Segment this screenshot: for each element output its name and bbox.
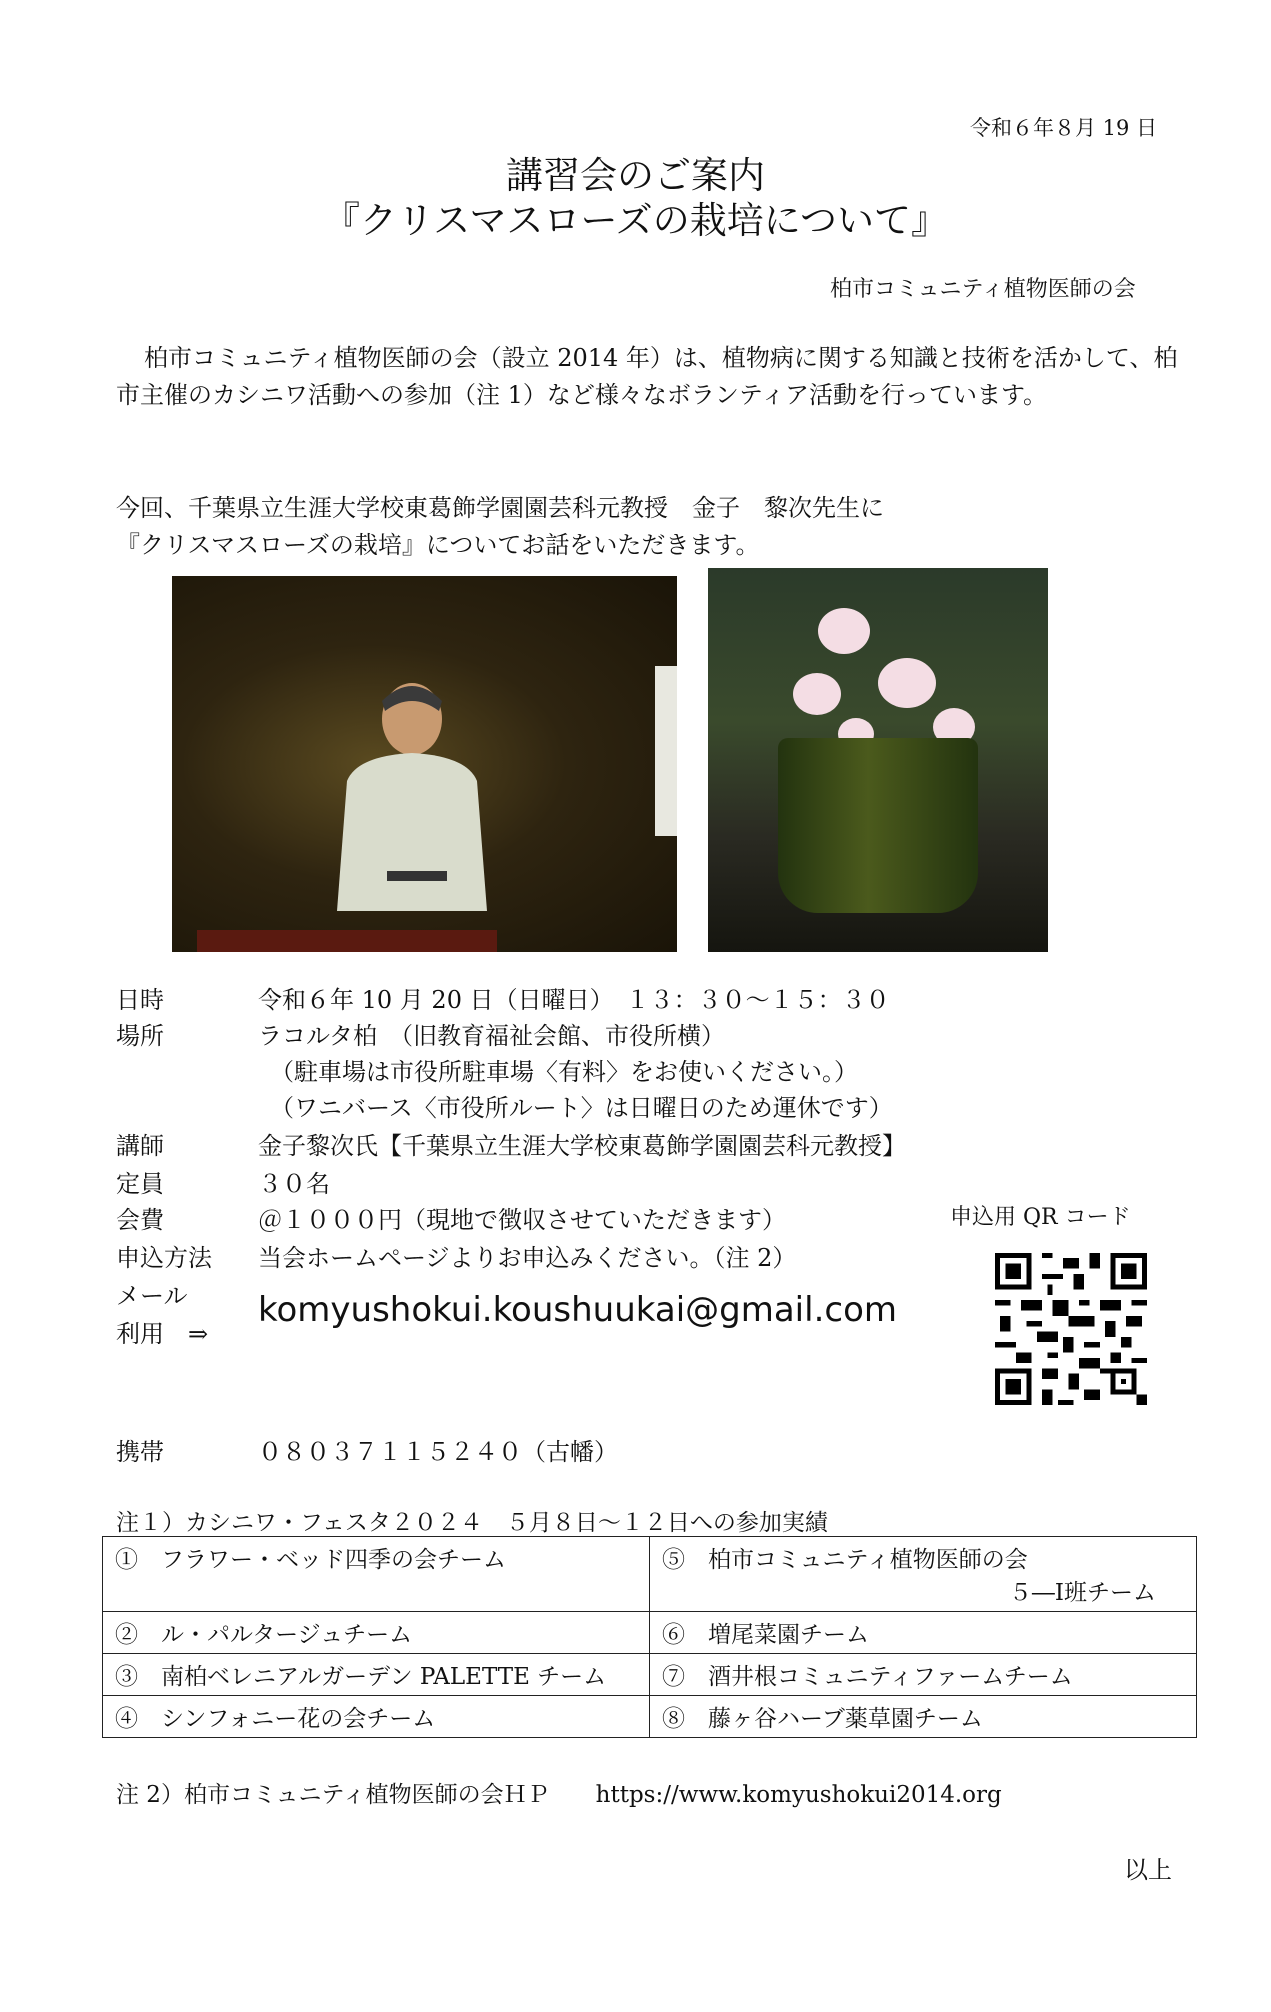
team-cell-line: ⑤ 柏市コミュニティ植物医師の会 <box>662 1547 1028 1573</box>
capacity-value: ３０名 <box>258 1170 330 1198</box>
document-date: 令和６年８月 19 日 <box>970 116 1158 140</box>
datetime-label: 日時 <box>116 986 164 1014</box>
flower-blossom <box>878 658 936 708</box>
podium <box>197 930 497 952</box>
lecturer-figure <box>327 671 497 911</box>
closing-text: 以上 <box>1124 1856 1172 1884</box>
team-cell: ⑥ 増尾菜園チーム <box>650 1612 1197 1654</box>
organization-name: 柏市コミュニティ植物医師の会 <box>830 277 1136 302</box>
qr-code[interactable] <box>995 1253 1147 1405</box>
bus-note: （ワニバース〈市役所ルート〉は日曜日のため運休です） <box>270 1094 893 1122</box>
intro-paragraph-2 <box>116 490 1186 564</box>
team-cell: ⑧ 藤ヶ谷ハーブ薬草園チーム <box>650 1696 1197 1738</box>
datetime-value: 令和６年 10 月 20 日（日曜日） １３：３０～１５：３０ <box>258 986 890 1014</box>
team-cell-line: ５―Ⅰ班チーム <box>1008 1580 1156 1606</box>
parking-note: （駐車場は市役所駐車場〈有料〉をお使いください。） <box>270 1058 858 1086</box>
lecturer-label: 講師 <box>116 1132 164 1160</box>
table-row <box>103 1696 1197 1738</box>
place-label: 場所 <box>116 1022 164 1050</box>
mobile-label: 携帯 <box>116 1438 164 1466</box>
christmas-rose-photo <box>708 568 1048 952</box>
lecturer-photo <box>172 576 677 952</box>
mail-use-label: 利用 ⇒ <box>116 1320 209 1348</box>
team-cell: ④ シンフォニー花の会チーム <box>103 1696 650 1738</box>
mail-label: メール <box>116 1282 188 1310</box>
email-link[interactable]: komyushokui.koushuukai@gmail.com <box>258 1290 897 1330</box>
flower-blossom <box>793 673 841 715</box>
intro-paragraph: 柏市コミュニティ植物医師の会（設立 2014 年）は、植物病に関する知識と技術を活かして、柏市主催のカシニワ活動への参加（注 1）など様々なボランティア活動を行っています。 <box>116 344 1178 409</box>
page-subtitle: 『クリスマスローズの栽培について』 <box>323 199 948 242</box>
teams-table <box>102 1536 1197 1738</box>
flower-blossom <box>818 608 870 654</box>
note2-homepage[interactable]: 注 2）柏市コミュニティ植物医師の会ＨＰ https://www.komyushokui2014.org <box>116 1782 1002 1808</box>
apply-label: 申込方法 <box>116 1244 212 1272</box>
apply-value: 当会ホームページよりお申込みください。（注 2） <box>258 1244 797 1272</box>
team-cell: ⑦ 酒井根コミュニティファームチーム <box>650 1654 1197 1696</box>
lecturer-value: 金子黎次氏【千葉県立生涯大学校東葛飾学園園芸科元教授】 <box>258 1132 906 1160</box>
team-cell: ① フラワー・ベッド四季の会チーム <box>103 1537 650 1612</box>
team-cell: ③ 南柏ベレニアルガーデン PALETTE チーム <box>103 1654 650 1696</box>
table-row <box>103 1612 1197 1654</box>
capacity-label: 定員 <box>116 1170 164 1198</box>
team-cell: ② ル・パルタージュチーム <box>103 1612 650 1654</box>
note1-title: 注１）カシニワ・フェスタ２０２４ ５月８日～１２日への参加実績 <box>116 1510 828 1536</box>
team-cell <box>650 1537 1197 1612</box>
intro-line-2: 『クリスマスローズの栽培』についてお話をいただきます。 <box>116 531 760 559</box>
page-title: 講習会のご案内 <box>506 154 765 197</box>
flower-pot <box>778 738 978 913</box>
whiteboard <box>655 666 677 836</box>
fee-value: ＠１０００円（現地で徴収させていただきます） <box>258 1206 786 1234</box>
table-row <box>103 1537 1197 1612</box>
place-value: ラコルタ柏 （旧教育福祉会館、市役所横） <box>258 1022 726 1050</box>
qr-code-label: 申込用 QR コード <box>950 1205 1131 1230</box>
intro-line-1: 今回、千葉県立生涯大学校東葛飾学園園芸科元教授 金子 黎次先生に <box>116 494 884 522</box>
mobile-value: ０８０３７１１５２４０（古幡） <box>258 1438 618 1466</box>
table-row <box>103 1654 1197 1696</box>
fee-label: 会費 <box>116 1206 164 1234</box>
